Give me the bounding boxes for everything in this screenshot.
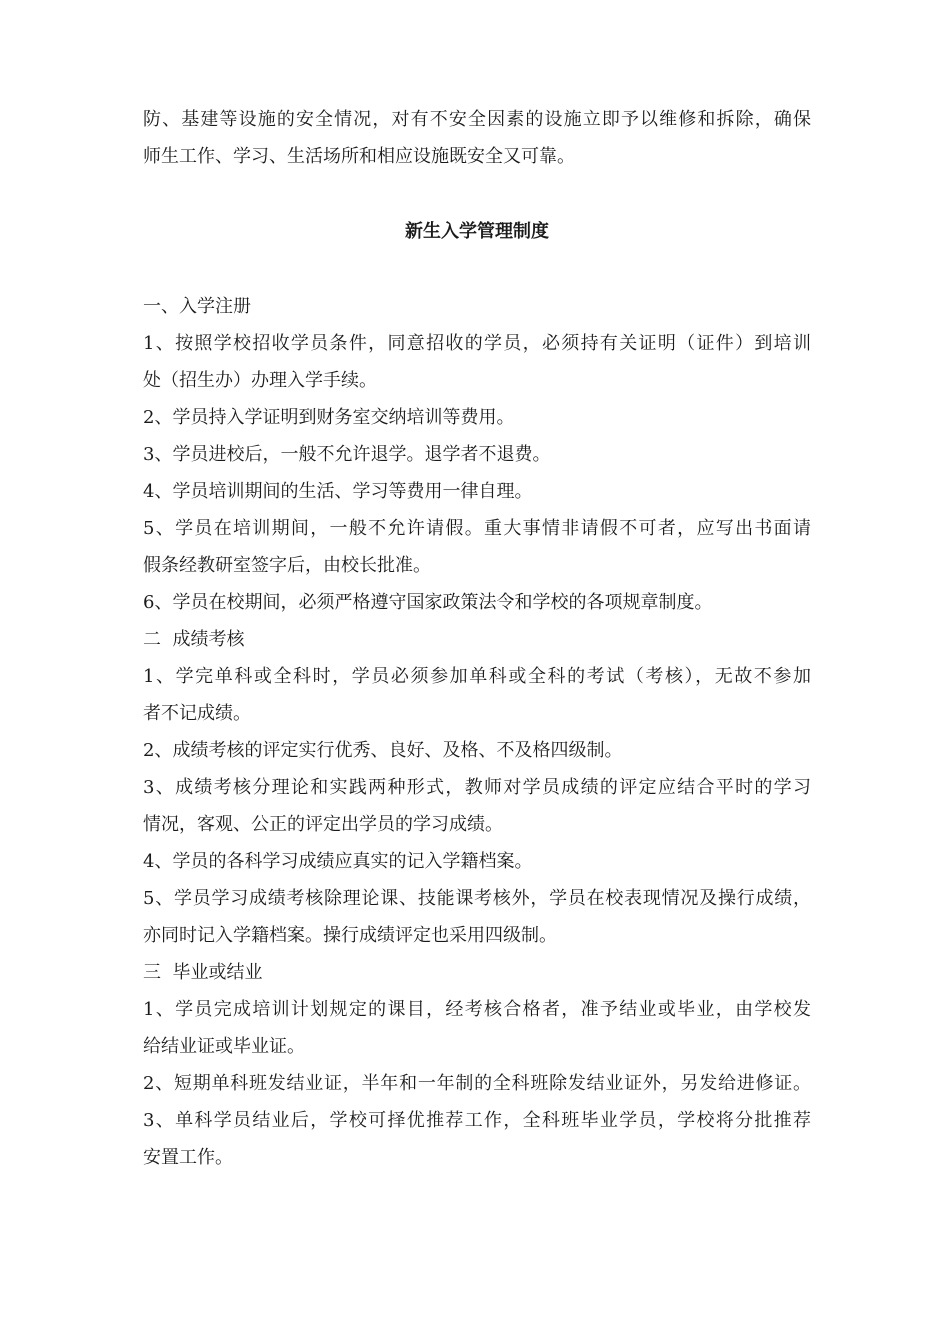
item-line: 3、成绩考核分理论和实践两种形式，教师对学员成绩的评定应结合平时的学习 [143,777,811,798]
list-item [143,436,811,473]
list-item [143,732,811,769]
intro-line: 防、基建等设施的安全情况，对有不安全因素的设施立即予以维修和拆除，确保 [143,109,811,130]
list-item [143,1065,811,1102]
item-line: 者不记成绩。 [143,703,251,724]
section-grade-assessment [143,621,811,954]
list-item [143,991,811,1065]
item-line: 6、学员在校期间，必须严格遵守国家政策法令和学校的各项规章制度。 [143,592,713,613]
item-line: 4、学员培训期间的生活、学习等费用一律自理。 [143,481,533,502]
item-line: 2、短期单科班发结业证，半年和一年制的全科班除发结业证外，另发给进修证。 [143,1073,811,1094]
item-line: 5、学员在培训期间，一般不允许请假。重大事情非请假不可者，应写出书面请 [143,518,811,539]
item-line: 1、学员完成培训计划规定的课目，经考核合格者，准予结业或毕业，由学校发 [143,999,811,1020]
intro-line: 师生工作、学习、生活场所和相应设施既安全又可靠。 [143,146,575,167]
list-item [143,769,811,843]
item-line: 安置工作。 [143,1147,233,1168]
item-line: 4、学员的各科学习成绩应真实的记入学籍档案。 [143,851,533,872]
item-line: 亦同时记入学籍档案。操行成绩评定也采用四级制。 [143,925,557,946]
list-item [143,325,811,399]
list-item [143,1102,811,1176]
section-graduation [143,954,811,1176]
section-heading: 二 成绩考核 [143,629,245,650]
list-item [143,399,811,436]
item-line: 3、学员进校后，一般不允许退学。退学者不退费。 [143,444,551,465]
item-line: 1、学完单科或全科时，学员必须参加单科或全科的考试（考核），无故不参加 [143,666,811,687]
item-line: 假条经教研室签字后，由校长批准。 [143,555,431,576]
section-heading: 一、入学注册 [143,296,251,317]
section-heading: 三 毕业或结业 [143,962,263,983]
item-line: 2、成绩考核的评定实行优秀、良好、及格、不及格四级制。 [143,740,623,761]
list-item [143,473,811,510]
item-line: 3、单科学员结业后，学校可择优推荐工作，全科班毕业学员，学校将分批推荐 [143,1110,811,1131]
list-item [143,880,811,954]
item-line: 给结业证或毕业证。 [143,1036,305,1057]
list-item [143,658,811,732]
list-item [143,584,811,621]
list-item [143,843,811,880]
item-line: 处（招生办）办理入学手续。 [143,370,377,391]
item-line: 1、按照学校招收学员条件，同意招收的学员，必须持有关证明（证件）到培训 [143,333,811,354]
document-title: 新生入学管理制度 [405,221,549,242]
intro-paragraph [143,101,811,175]
list-item [143,510,811,584]
item-line: 情况，客观、公正的评定出学员的学习成绩。 [143,814,503,835]
item-line: 5、学员学习成绩考核除理论课、技能课考核外，学员在校表现情况及操行成绩， [143,888,811,909]
section-enrollment [143,288,811,621]
item-line: 2、学员持入学证明到财务室交纳培训等费用。 [143,407,515,428]
document-page [143,101,811,1176]
